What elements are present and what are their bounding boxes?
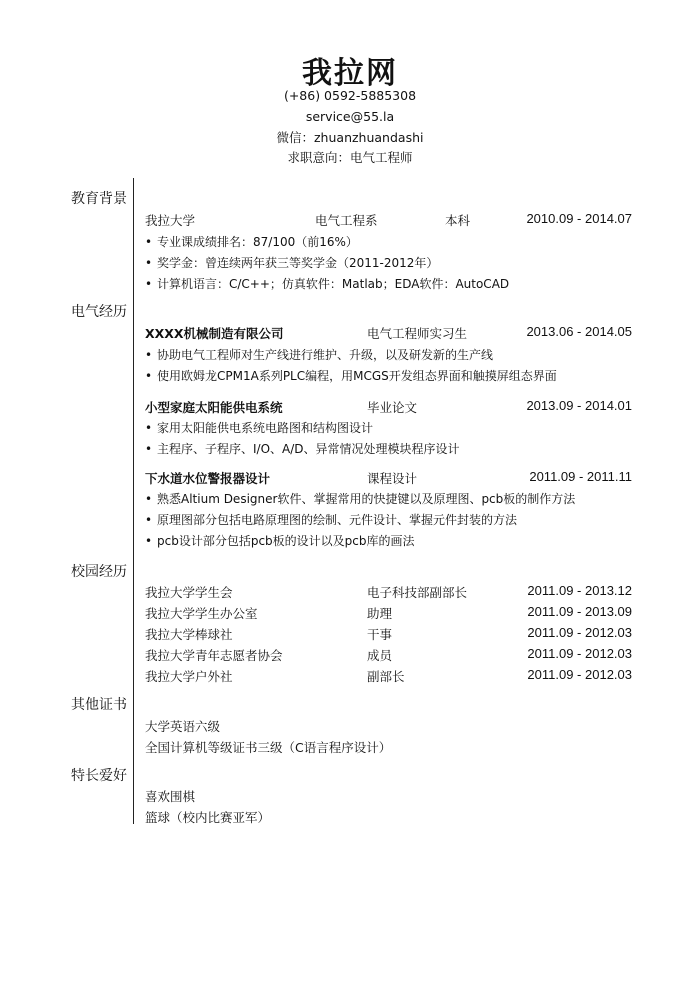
section-certs: 其他证书 xyxy=(71,697,127,713)
campus-date: 2011.09 - 2012.03 xyxy=(527,667,632,682)
campus-org: 我拉大学学生办公室 xyxy=(145,606,258,621)
education-row xyxy=(145,211,645,229)
email-address: service@55.la xyxy=(305,109,395,124)
campus-org: 我拉大学青年志愿者协会 xyxy=(145,648,283,663)
experience-bullet: • 协助电气工程师对生产线进行维护、升级，以及研发新的生产线 xyxy=(145,348,494,362)
campus-row xyxy=(145,646,645,664)
experience-date: 2013.09 - 2014.01 xyxy=(526,398,632,413)
department: 电气工程系 xyxy=(315,213,378,228)
campus-row xyxy=(145,583,645,601)
experience-row xyxy=(145,324,645,342)
campus-row xyxy=(145,604,645,622)
section-hobbies: 特长爱好 xyxy=(71,768,127,784)
experience-bullet: • 熟悉Altium Designer软件、掌握常用的快捷键以及原理图、pcb板的制作方法 xyxy=(145,492,576,506)
school-name: 我拉大学 xyxy=(145,213,196,228)
hobby-item: 喜欢围棋 xyxy=(145,789,196,804)
experience-role: 毕业论文 xyxy=(367,400,418,415)
experience-bullet: • 主程序、子程序、I/O、A/D、异常情况处理模块程序设计 xyxy=(145,442,460,456)
certificate-item: 大学英语六级 xyxy=(145,719,221,734)
experience-date: 2013.06 - 2014.05 xyxy=(526,324,632,339)
resume-name: 我拉网 xyxy=(302,56,398,91)
section-campus: 校园经历 xyxy=(71,564,127,580)
experience-bullet: • 家用太阳能供电系统电路图和结构图设计 xyxy=(145,421,374,435)
campus-role: 成员 xyxy=(367,648,393,663)
job-objective: 求职意向：电气工程师 xyxy=(287,150,413,165)
experience-date: 2011.09 - 2011.11 xyxy=(529,469,632,484)
phone-number: (+86) 0592-5885308 xyxy=(283,88,417,103)
timeline-divider xyxy=(133,178,134,824)
hobby-item: 篮球（校内比赛亚军） xyxy=(145,810,271,825)
experience-row xyxy=(145,469,645,487)
experience-title: XXXX机械制造有限公司 xyxy=(145,326,284,341)
campus-date: 2011.09 - 2012.03 xyxy=(527,646,632,661)
education-bullet: • 奖学金：曾连续两年获三等奖学金（2011-2012年） xyxy=(145,256,439,270)
experience-bullet: • 原理图部分包括电路原理图的绘制、元件设计、掌握元件封装的方法 xyxy=(145,513,518,527)
campus-date: 2011.09 - 2013.12 xyxy=(527,583,632,598)
certificate-item: 全国计算机等级证书三级（C语言程序设计） xyxy=(145,740,392,755)
campus-date: 2011.09 - 2013.09 xyxy=(527,604,632,619)
experience-bullet: • pcb设计部分包括pcb板的设计以及pcb库的画法 xyxy=(145,534,415,548)
campus-row xyxy=(145,667,645,685)
experience-title: 下水道水位警报器设计 xyxy=(145,471,271,486)
experience-row xyxy=(145,398,645,416)
section-education: 教育背景 xyxy=(71,191,127,207)
experience-bullet: • 使用欧姆龙CPM1A系列PLC编程，用MCGS开发组态界面和触摸屏组态界面 xyxy=(145,369,557,383)
campus-org: 我拉大学棒球社 xyxy=(145,627,233,642)
experience-role: 电气工程师实习生 xyxy=(367,326,468,341)
campus-row xyxy=(145,625,645,643)
campus-org: 我拉大学学生会 xyxy=(145,585,233,600)
campus-org: 我拉大学户外社 xyxy=(145,669,233,684)
experience-role: 课程设计 xyxy=(367,471,418,486)
section-electrical: 电气经历 xyxy=(71,304,127,320)
campus-role: 副部长 xyxy=(367,669,405,684)
campus-role: 干事 xyxy=(367,627,393,642)
wechat-id: 微信：zhuanzhuandashi xyxy=(276,130,424,145)
degree: 本科 xyxy=(445,213,471,228)
experience-title: 小型家庭太阳能供电系统 xyxy=(145,400,283,415)
education-date: 2010.09 - 2014.07 xyxy=(526,211,632,226)
education-bullet: • 专业课成绩排名：87/100（前16%） xyxy=(145,235,358,249)
education-bullet: • 计算机语言：C/C++；仿真软件：Matlab；EDA软件：AutoCAD xyxy=(145,277,510,291)
campus-role: 助理 xyxy=(367,606,393,621)
campus-role: 电子科技部副部长 xyxy=(367,585,468,600)
campus-date: 2011.09 - 2012.03 xyxy=(527,625,632,640)
